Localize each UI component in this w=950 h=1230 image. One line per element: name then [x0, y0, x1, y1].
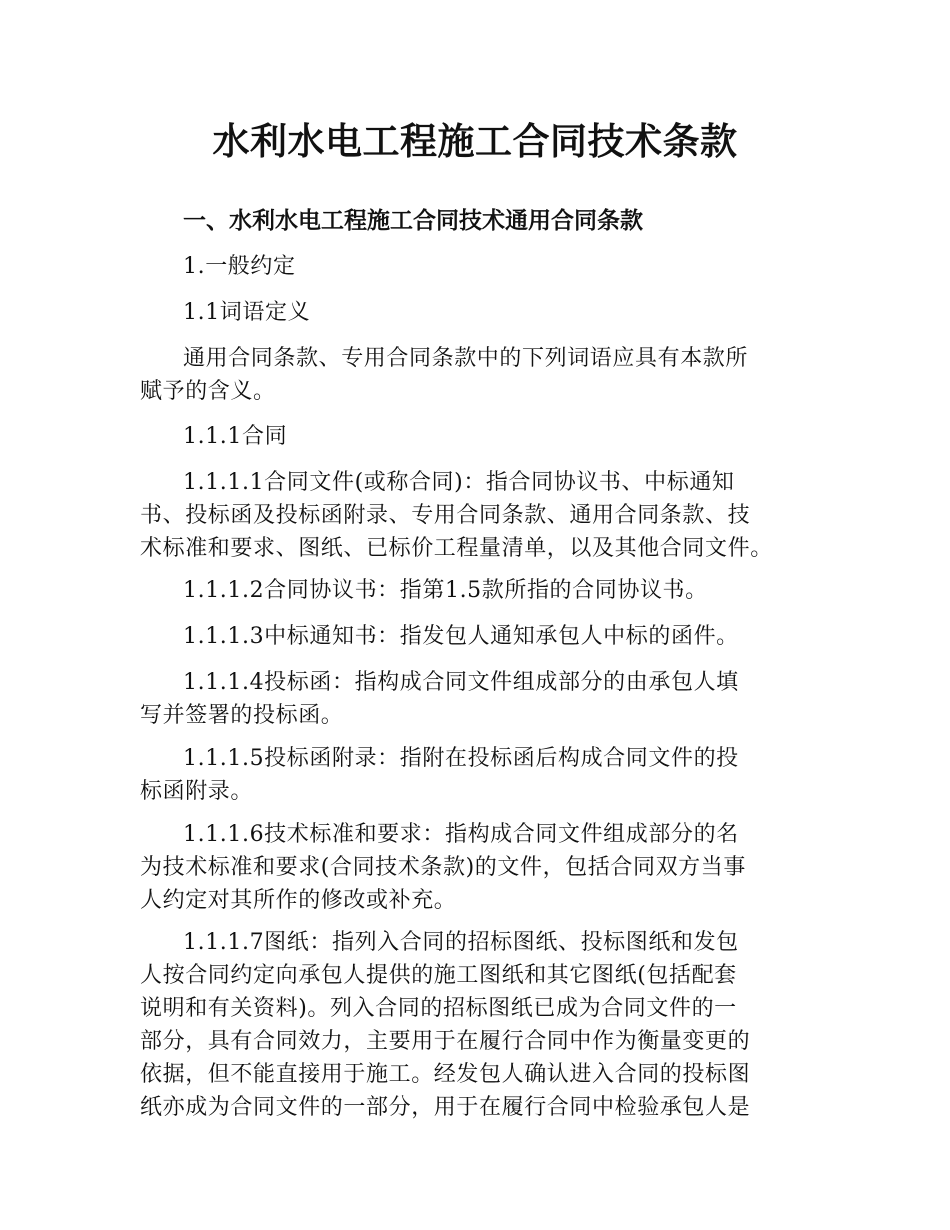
- paragraph-drawings: [140, 926, 830, 1124]
- paragraph-contract: [140, 420, 830, 453]
- paragraph-tender-letter: [140, 666, 830, 732]
- paragraph-line: 1.1.1.2合同协议书：指第1.5款所指的合同协议书。: [183, 578, 708, 603]
- paragraph-tender-appendix: [140, 742, 830, 808]
- paragraph-line: 1.1.1.5投标函附录：指附在投标函后构成合同文件的投: [183, 746, 739, 771]
- paragraph-contract-documents: [140, 466, 830, 565]
- paragraph-line: 1.1.1.4投标函：指构成合同文件组成部分的由承包人填: [183, 670, 739, 695]
- paragraph-award-notice: [140, 620, 830, 653]
- paragraph-line: 写并签署的投标函。: [140, 703, 344, 728]
- paragraph-line: 标函附录。: [140, 779, 254, 804]
- paragraph-line: 1.1.1合同: [183, 424, 288, 449]
- paragraph-line: 通用合同条款、专用合同条款中的下列词语应具有本款所: [183, 346, 749, 371]
- paragraph-line: 1.一般约定: [183, 254, 296, 279]
- paragraph-line: 依据，但不能直接用于施工。经发包人确认进入合同的投标图: [140, 1062, 751, 1087]
- paragraph-line: 说明和有关资料)。列入合同的招标图纸已成为合同文件的一: [140, 996, 737, 1021]
- paragraph-line: 术标准和要求、图纸、已标价工程量清单，以及其他合同文件。: [140, 536, 773, 561]
- section-heading: 一、水利水电工程施工合同技术通用合同条款: [183, 208, 643, 234]
- paragraph-line: 1.1.1.7图纸：指列入合同的招标图纸、投标图纸和发包: [183, 930, 739, 955]
- paragraph-line: 部分，具有合同效力，主要用于在履行合同中作为衡量变更的: [140, 1029, 751, 1054]
- paragraph-line: 1.1.1.1合同文件(或称合同)：指合同协议书、中标通知: [183, 470, 735, 495]
- paragraph-definitions: [140, 296, 830, 329]
- paragraph-line: 1.1词语定义: [183, 300, 311, 325]
- paragraph-technical-standards: [140, 818, 830, 917]
- paragraph-line: 1.1.1.6技术标准和要求：指构成合同文件组成部分的名: [183, 822, 739, 847]
- paragraph-line: 1.1.1.3中标通知书：指发包人通知承包人中标的函件。: [183, 624, 739, 649]
- paragraph-line: 书、投标函及投标函附录、专用合同条款、通用合同条款、技: [140, 503, 751, 528]
- paragraph-line: 赋予的含义。: [140, 379, 276, 404]
- paragraph-contract-agreement: [140, 574, 830, 607]
- document-title: 水利水电工程施工合同技术条款: [212, 120, 738, 163]
- paragraph-line: 人按合同约定向承包人提供的施工图纸和其它图纸(包括配套: [140, 963, 737, 988]
- paragraph-line: 人约定对其所作的修改或补充。: [140, 888, 457, 913]
- paragraph-definitions-intro: [140, 342, 830, 408]
- paragraph-line: 为技术标准和要求(合同技术条款)的文件，包括合同双方当事: [140, 855, 746, 880]
- paragraph-general-provisions: [140, 250, 830, 283]
- paragraph-line: 纸亦成为合同文件的一部分，用于在履行合同中检验承包人是: [140, 1095, 751, 1120]
